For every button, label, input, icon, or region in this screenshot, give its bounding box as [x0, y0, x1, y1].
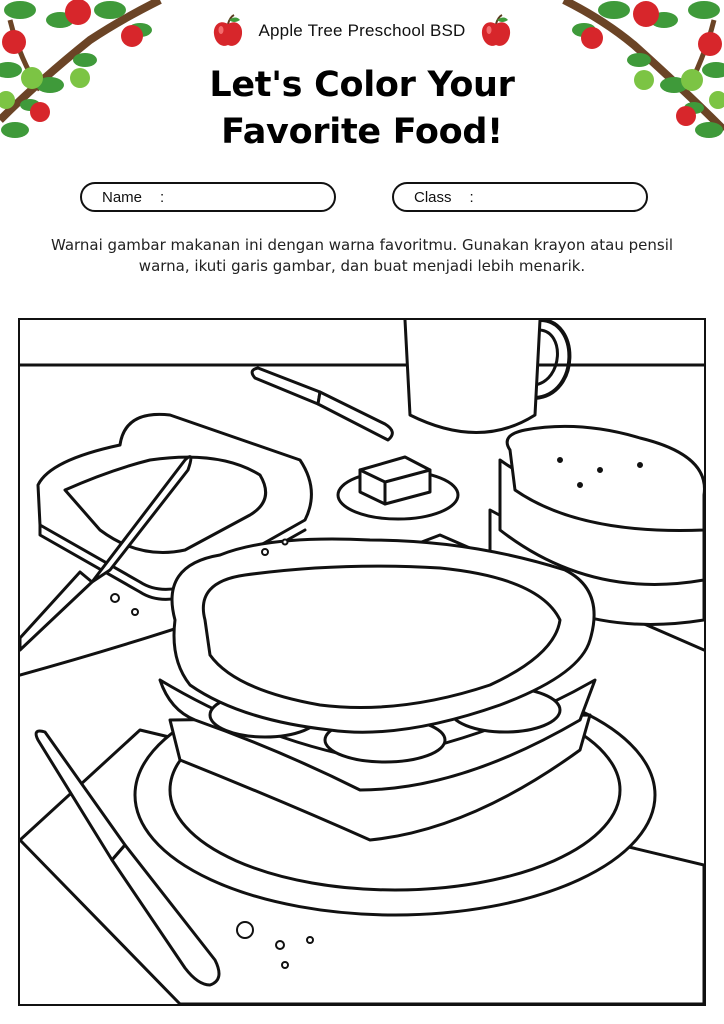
coloring-illustration — [18, 318, 706, 1006]
page-title — [0, 62, 724, 156]
name-colon: : — [160, 188, 165, 206]
title-line-2: Favorite Food! — [221, 112, 503, 152]
name-label: Name — [102, 188, 143, 206]
name-field[interactable] — [80, 182, 336, 212]
instructions-text: Warnai gambar makanan ini dengan warna favoritmu. Gunakan krayon atau pensil warna, ikuti garis gambar, dan buat menjadi lebih menarik. — [50, 236, 674, 275]
class-label: Class — [414, 188, 452, 206]
school-header — [0, 14, 724, 48]
butter-knife-top — [252, 368, 392, 440]
school-name: Apple Tree Preschool BSD — [258, 21, 466, 40]
title-line-1: Let's Color Your — [209, 65, 515, 105]
apple-icon — [212, 14, 244, 48]
apple-icon — [480, 14, 512, 48]
butter-dish — [338, 457, 458, 519]
sandwich-breakfast-drawing — [20, 320, 704, 1004]
mug — [405, 320, 569, 433]
class-field[interactable] — [392, 182, 648, 212]
class-colon: : — [469, 188, 474, 206]
